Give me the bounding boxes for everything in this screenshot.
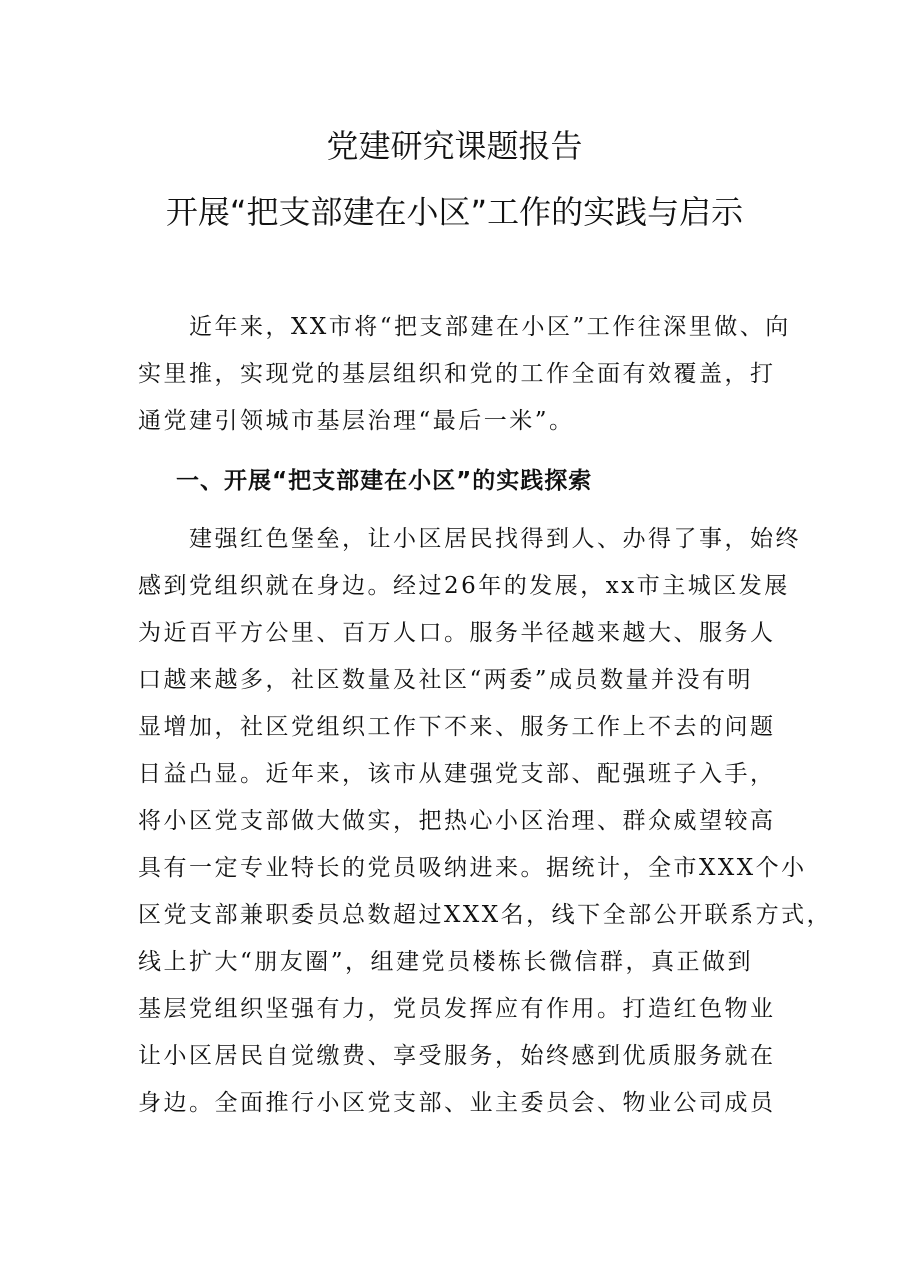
body-line: 让小区居民自觉缴费、享受服务，始终感到优质服务就在 [138, 1043, 776, 1069]
body-line: 为近百平方公里、百万人口。服务半径越来越大、服务人 [138, 620, 776, 646]
body-line: 将小区党支部做大做实，把热心小区治理、群众威望较高 [138, 808, 776, 834]
body-line: 线上扩大“朋友圈”，组建党员楼栋长微信群，真正做到 [138, 949, 754, 975]
body-line: 感到党组织就在身边。经过26年的发展，xx市主城区发展 [138, 573, 790, 599]
body-line: 具有一定专业特长的党员吸纳进来。据统计，全市XXX个小 [138, 855, 807, 881]
body-line: 基层党组织坚强有力，党员发挥应有作用。打造红色物业 [138, 996, 776, 1022]
intro-line: 实里推，实现党的基层组织和党的工作全面有效覆盖，打 [138, 361, 776, 387]
report-title: 党建研究课题报告 [326, 127, 583, 165]
body-line: 区党支部兼职委员总数超过XXX名，线下全部公开联系方式， [138, 902, 833, 928]
body-line: 建强红色堡垒，让小区居民找得到人、办得了事，始终 [138, 526, 801, 552]
body-line: 身边。全面推行小区党支部、业主委员会、物业公司成员 [138, 1090, 776, 1116]
body-line: 显增加，社区党组织工作下不来、服务工作上不去的问题 [138, 714, 776, 740]
body-line: 口越来越多，社区数量及社区“两委”成员数量并没有明 [138, 667, 754, 693]
body-line: 日益凸显。近年来，该市从建强党支部、配强班子入手， [138, 761, 776, 787]
intro-line: 通党建引领城市基层治理“最后一米”。 [138, 408, 575, 434]
section-heading: 一、开展“把支部建在小区”的实践探索 [176, 468, 593, 494]
report-subtitle: 开展“把支部建在小区”工作的实践与启示 [165, 193, 744, 231]
intro-line: 近年来，XX市将“把支部建在小区”工作往深里做、向 [138, 314, 791, 340]
